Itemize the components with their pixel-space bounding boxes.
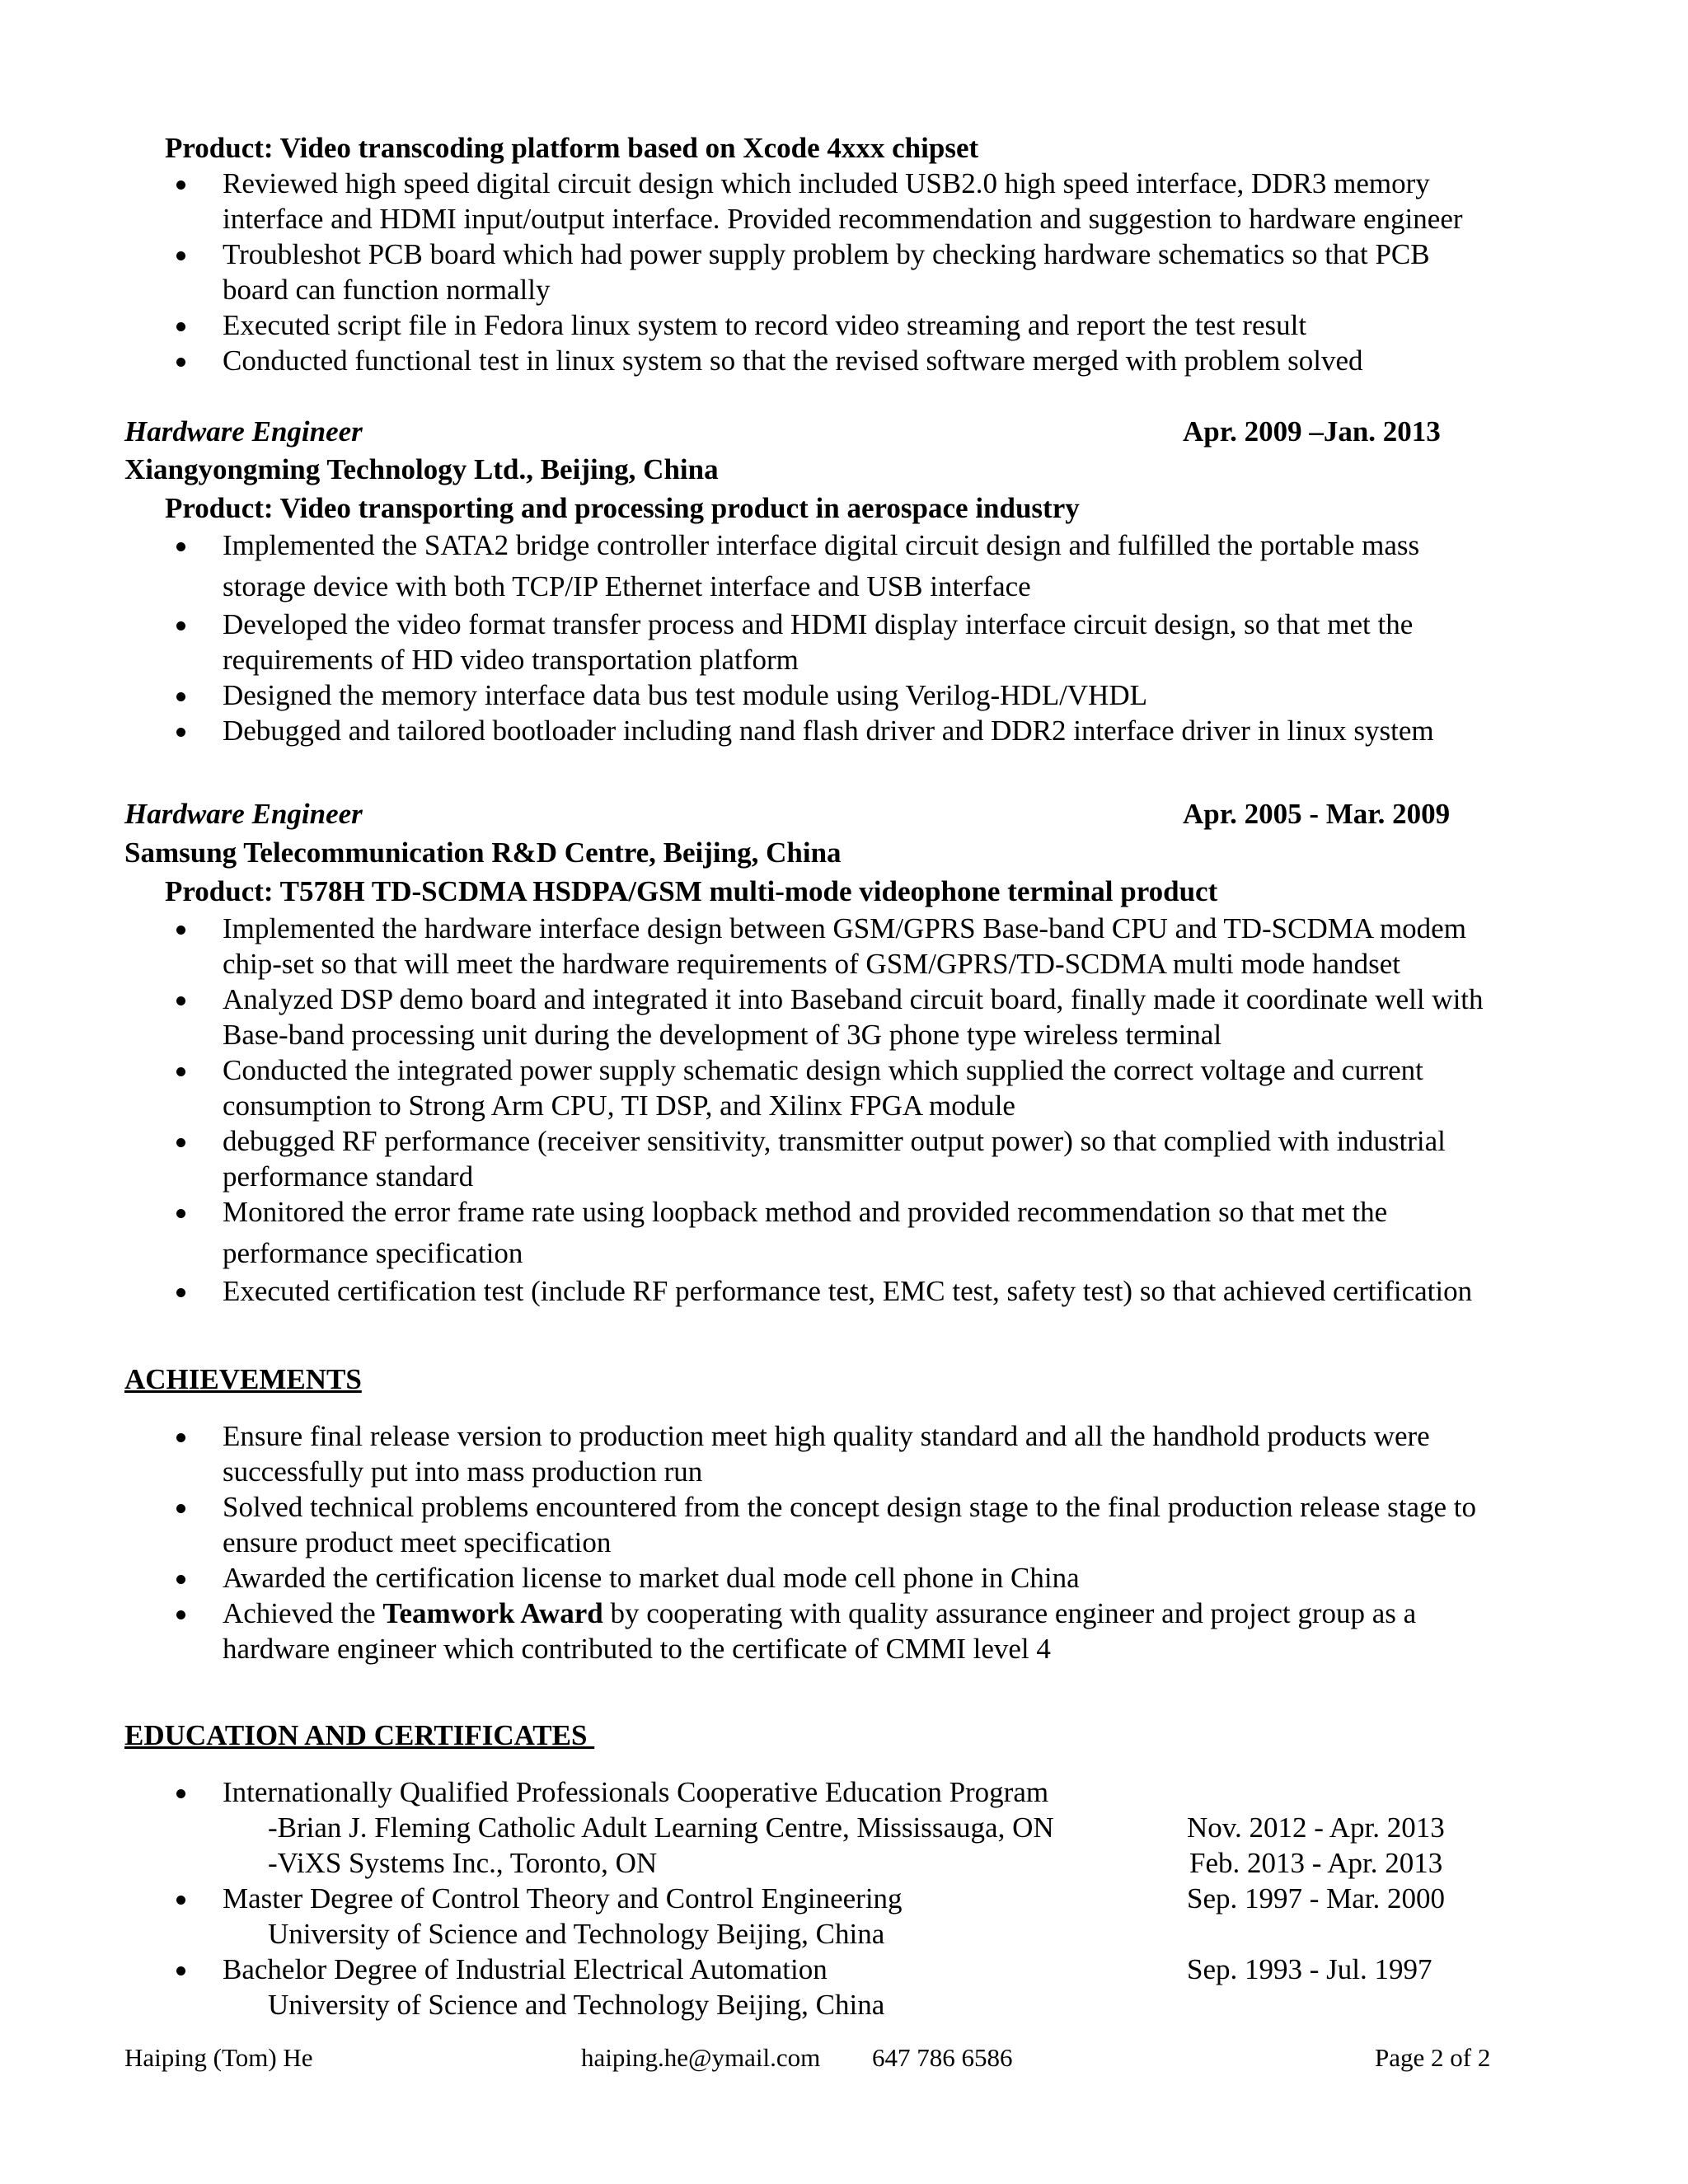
list-item: [0, 1194, 1688, 1273]
list-item: [0, 1273, 1688, 1309]
list-item-line: Implemented the hardware interface design between GSM/GPRS Base-band CPU and TD-SCDMA modem: [223, 912, 1466, 944]
list-item: [0, 527, 1688, 607]
list-item: [0, 607, 1688, 677]
list-item-line: Monitored the error frame rate using loopback method and provided recommendation so that met the: [223, 1196, 1388, 1228]
footer-page-number: Page 2 of 2: [1375, 2043, 1491, 2072]
list-item-line: Troubleshot PCB board which had power supply problem by checking hardware schematics so that PCB: [223, 238, 1430, 270]
achievements-bullet-list: [0, 1418, 1688, 1666]
bullet-icon: [176, 1138, 185, 1147]
list-item: [0, 982, 1688, 1052]
list-item: [0, 677, 1688, 713]
bullet-icon: [176, 1610, 185, 1619]
bullet-icon: [176, 1575, 185, 1584]
list-item: [0, 1052, 1688, 1123]
list-item: [0, 237, 1688, 307]
list-item: [0, 1952, 1688, 2022]
list-item-line: successfully put into mass production run: [223, 1455, 703, 1488]
footer-phone: 647 786 6586: [872, 2043, 1013, 2072]
bullet-icon: [176, 728, 185, 737]
list-item-line: hardware engineer which contributed to the certificate of CMMI level 4: [223, 1633, 1051, 1665]
teamwork-post: by cooperating with quality assurance engineer and project group as a: [603, 1597, 1417, 1629]
bullet-icon: [176, 621, 185, 630]
education-program-sub1: -Brian J. Fleming Catholic Adult Learning Centre, Mississauga, ON: [268, 1811, 1054, 1844]
teamwork-pre: Achieved the: [223, 1597, 383, 1629]
education-master-dates: Sep. 1997 - Mar. 2000: [1187, 1882, 1446, 1915]
education-program: Internationally Qualified Professionals Cooperative Education Program: [223, 1776, 1049, 1808]
list-item: [0, 1560, 1688, 1596]
list-item-line: Ensure final release version to production meet high quality standard and all the handhold products were: [223, 1420, 1430, 1452]
job2-dates: Apr. 2009 –Jan. 2013: [1183, 415, 1441, 448]
job2-title: Hardware Engineer: [124, 415, 363, 448]
bullet-icon: [176, 1504, 185, 1513]
education-bachelor-school: University of Science and Technology Beijing, China: [268, 1989, 885, 2021]
job1-bullet-list: [0, 166, 1688, 378]
achievements-heading: ACHIEVEMENTS: [124, 1363, 362, 1395]
list-item: [0, 911, 1688, 982]
list-item: [0, 1418, 1688, 1489]
list-item: [0, 1489, 1688, 1560]
list-item: [0, 166, 1688, 237]
bullet-icon: [176, 926, 185, 935]
job2-bullet-list: [0, 527, 1688, 748]
job3-company: Samsung Telecommunication R&D Centre, Beijing, China: [124, 837, 842, 869]
bullet-icon: [176, 1433, 185, 1442]
list-item-line: Developed the video format transfer process and HDMI display interface circuit design, so that met the: [223, 608, 1414, 640]
list-item: [0, 1774, 1688, 1881]
bullet-icon: [176, 1896, 185, 1905]
list-item-line: ensure product meet specification: [223, 1526, 612, 1558]
list-item: [0, 1596, 1688, 1666]
list-item-line: Designed the memory interface data bus test module using Verilog-HDL/VHDL: [223, 679, 1147, 711]
bullet-icon: [176, 542, 185, 551]
bullet-icon: [176, 692, 185, 701]
job2-company: Xiangyongming Technology Ltd., Beijing, China: [124, 453, 719, 485]
bullet-icon: [176, 358, 185, 367]
list-item-line: requirements of HD video transportation platform: [223, 644, 799, 676]
footer-name: Haiping (Tom) He: [124, 2043, 313, 2072]
list-item-line: Conducted the integrated power supply schematic design which supplied the correct voltage and current: [223, 1054, 1423, 1086]
list-item-line: Reviewed high speed digital circuit design which included USB2.0 high speed interface, DDR3 memory: [223, 167, 1430, 199]
list-item-line: Awarded the certification license to market dual mode cell phone in China: [223, 1562, 1080, 1594]
list-item-line: performance specification: [223, 1237, 523, 1269]
bullet-icon: [176, 180, 185, 190]
list-item-line: consumption to Strong Arm CPU, TI DSP, and Xilinx FPGA module: [223, 1090, 1015, 1122]
bullet-icon: [176, 1209, 185, 1218]
job2-product: Product: Video transporting and processing product in aerospace industry: [165, 492, 1080, 524]
education-bullet-list: [0, 1774, 1688, 2022]
bullet-icon: [176, 1966, 185, 1975]
list-item-line: board can function normally: [223, 274, 551, 306]
job1-product: Product: Video transcoding platform based on Xcode 4xxx chipset: [165, 132, 979, 164]
list-item-line: [223, 1596, 1416, 1631]
list-item-line: Executed certification test (include RF performance test, EMC test, safety test) so that achieved certification: [223, 1275, 1473, 1307]
list-item-line: Executed script file in Fedora linux system to record video streaming and report the test result: [223, 309, 1307, 341]
education-bachelor: Bachelor Degree of Industrial Electrical Automation: [223, 1953, 828, 1985]
education-master-school: University of Science and Technology Beijing, China: [268, 1918, 885, 1950]
list-item: [0, 713, 1688, 748]
bullet-icon: [176, 1789, 185, 1798]
list-item: [0, 343, 1688, 378]
education-heading: EDUCATION AND CERTIFICATES: [124, 1719, 595, 1751]
bullet-icon: [176, 322, 185, 331]
list-item-line: performance standard: [223, 1160, 474, 1193]
list-item: [0, 307, 1688, 343]
education-program-sub1-dates: Nov. 2012 - Apr. 2013: [1187, 1811, 1445, 1844]
list-item-line: Debugged and tailored bootloader including nand flash driver and DDR2 interface driver in linux system: [223, 715, 1434, 747]
job3-product: Product: T578H TD-SCDMA HSDPA/GSM multi-mode videophone terminal product: [165, 875, 1218, 907]
list-item-line: Implemented the SATA2 bridge controller interface digital circuit design and fulfilled the portable mass: [223, 529, 1420, 561]
bullet-icon: [176, 996, 185, 1005]
footer-email: haiping.he@ymail.com: [581, 2043, 821, 2072]
bullet-icon: [176, 251, 185, 260]
education-bachelor-dates: Sep. 1993 - Jul. 1997: [1187, 1953, 1432, 1985]
education-program-sub2: -ViXS Systems Inc., Toronto, ON: [268, 1847, 658, 1879]
teamwork-award: Teamwork Award: [382, 1597, 603, 1629]
education-master: Master Degree of Control Theory and Control Engineering: [223, 1882, 903, 1915]
list-item-line: Conducted functional test in linux system so that the revised software merged with problem solved: [223, 344, 1363, 377]
job3-bullet-list: [0, 911, 1688, 1309]
list-item-line: interface and HDMI input/output interface. Provided recommendation and suggestion to hardware engineer: [223, 203, 1463, 235]
education-program-sub2-dates: Feb. 2013 - Apr. 2013: [1189, 1847, 1443, 1879]
list-item: [0, 1123, 1688, 1194]
job3-title: Hardware Engineer: [124, 798, 363, 830]
bullet-icon: [176, 1288, 185, 1297]
list-item-line: Solved technical problems encountered from the concept design stage to the final production release stage to: [223, 1491, 1477, 1523]
bullet-icon: [176, 1067, 185, 1076]
list-item-line: storage device with both TCP/IP Ethernet interface and USB interface: [223, 570, 1031, 602]
list-item-line: debugged RF performance (receiver sensitivity, transmitter output power) so that complied with industrial: [223, 1125, 1446, 1157]
list-item-line: Analyzed DSP demo board and integrated it into Baseband circuit board, finally made it coordinate well with: [223, 983, 1484, 1015]
list-item: [0, 1881, 1688, 1952]
list-item-line: Base-band processing unit during the development of 3G phone type wireless terminal: [223, 1019, 1222, 1051]
job3-dates: Apr. 2005 - Mar. 2009: [1183, 798, 1451, 830]
list-item-line: chip-set so that will meet the hardware requirements of GSM/GPRS/TD-SCDMA multi mode handset: [223, 948, 1400, 980]
